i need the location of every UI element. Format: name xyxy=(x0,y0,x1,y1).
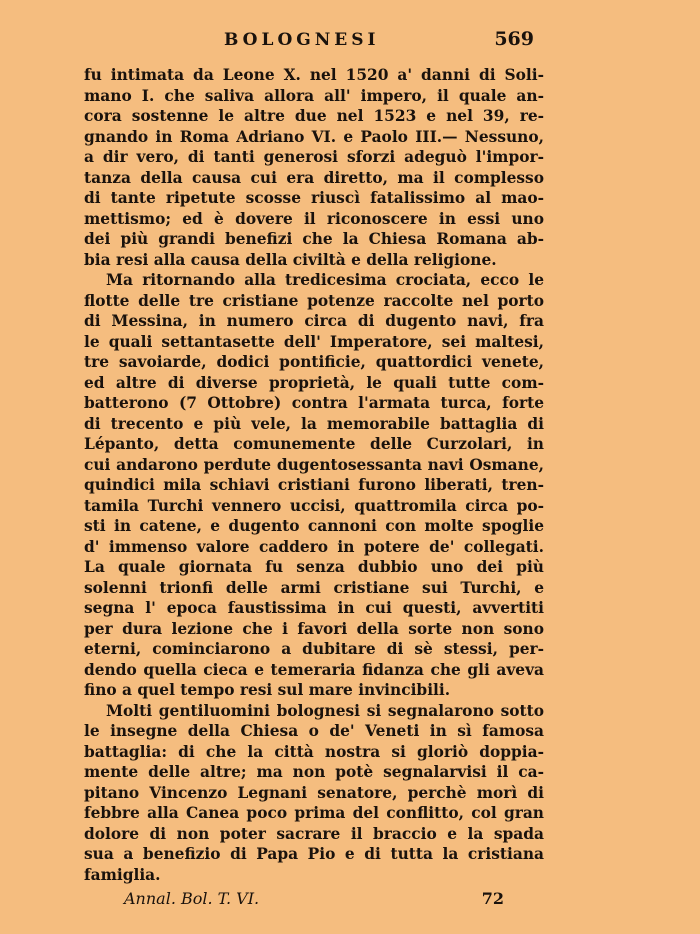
text-line: le quali settantasette dell' Imperatore, sei maltesi, xyxy=(84,332,544,351)
text-line: di Messina, in numero circa di dugento navi, fra xyxy=(84,312,544,330)
sheet-number: 72 xyxy=(481,889,504,908)
text-line: battaglia: di che la città nostra si gloriò doppia- xyxy=(84,742,544,761)
text-line: Lépanto, detta comunemente delle Curzolari, in xyxy=(84,435,544,453)
text-line: cui andarono perdute dugentosessanta navi Osmane, xyxy=(84,455,544,474)
text-line: tre savoiarde, dodici pontificie, quattordici venete, xyxy=(84,353,544,371)
signature-mark: Annal. Bol. T. VI. xyxy=(124,889,260,908)
text-line: a dir vero, di tanti generosi sforzi adeguò l'impor- xyxy=(84,148,544,166)
page-header xyxy=(84,30,534,56)
text-line: dendo quella cieca e temeraria fidanza che gli aveva xyxy=(84,660,544,679)
text-line: Molti gentiluomini bolognesi si segnalarono sotto xyxy=(106,701,544,720)
text-line: segna l' epoca faustissima in cui questi, avvertiti xyxy=(84,599,544,617)
text-line: ed altre di diverse proprietà, le quali tutte com- xyxy=(84,373,544,392)
text-line: La quale giornata fu senza dubbio uno dei più xyxy=(84,558,544,576)
text-line: mano I. che saliva allora all' impero, il quale an- xyxy=(84,86,544,105)
text-line: sua a benefizio di Papa Pio e di tutta la cristiana xyxy=(84,845,544,863)
text-line: batterono (7 Ottobre) contra l'armata turca, forte xyxy=(84,394,544,412)
text-line: tamila Turchi vennero uccisi, quattromila circa po- xyxy=(84,496,544,515)
text-line: di tante ripetute scosse riuscì fatalissimo al mao- xyxy=(84,189,544,207)
text-line: Ma ritornando alla tredicesima crociata, ecco le xyxy=(106,271,544,289)
text-line: d' immenso valore caddero in potere de' collegati. xyxy=(84,537,544,556)
text-line: per dura lezione che i favori della sorte non sono xyxy=(84,619,544,638)
text-line: solenni trionfi delle armi cristiane sui Turchi, e xyxy=(84,578,544,597)
running-head: BOLOGNESI xyxy=(224,30,380,50)
text-line: gnando in Roma Adriano VI. e Paolo III.— Nessuno, xyxy=(84,127,544,146)
text-line: le insegne della Chiesa o de' Veneti in sì famosa xyxy=(84,722,544,740)
text-line: dolore di non poter sacrare il braccio e la spada xyxy=(84,824,544,843)
text-line: pitano Vincenzo Legnani senatore, perchè morì di xyxy=(84,783,544,802)
page-number: 569 xyxy=(494,28,534,50)
text-line: tanza della causa cui era diretto, ma il complesso xyxy=(84,168,544,187)
text-line: sti in catene, e dugento cannoni con molte spoglie xyxy=(84,517,544,535)
text-line: di trecento e più vele, la memorabile battaglia di xyxy=(84,414,544,433)
text-line: famiglia. xyxy=(84,865,161,884)
text-line: fu intimata da Leone X. nel 1520 a' danni di Soli- xyxy=(84,66,544,84)
page-footer xyxy=(84,889,504,913)
text-line: mettismo; ed è dovere il riconoscere in essi uno xyxy=(84,209,544,228)
body-text xyxy=(84,65,544,885)
text-line: dei più grandi benefizi che la Chiesa Romana ab- xyxy=(84,230,544,248)
text-line: cora sostenne le altre due nel 1523 e nel 39, re- xyxy=(84,107,544,125)
text-line: eterni, cominciarono a dubitare di sè stessi, per- xyxy=(84,640,544,658)
text-line: quindici mila schiavi cristiani furono liberati, tren- xyxy=(84,476,544,494)
text-line: fino a quel tempo resi sul mare invincibili. xyxy=(84,681,451,699)
text-line: febbre alla Canea poco prima del conflitto, col gran xyxy=(84,804,544,822)
text-line: mente delle altre; ma non potè segnalarvisi il ca- xyxy=(84,763,544,781)
text-line: flotte delle tre cristiane potenze raccolte nel porto xyxy=(84,291,544,310)
text-line: bia resi alla causa della civiltà e della religione. xyxy=(84,250,497,269)
